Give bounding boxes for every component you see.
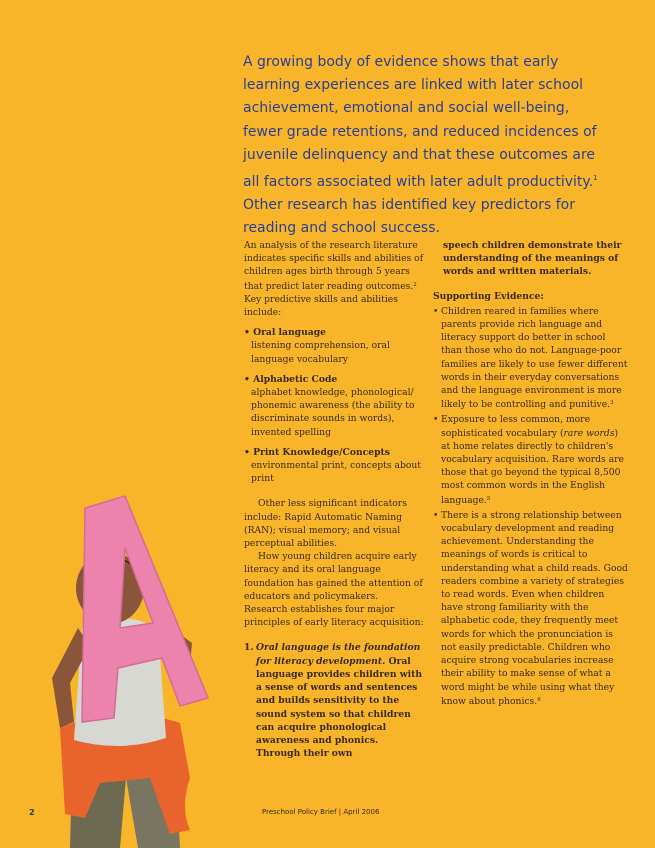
left-para-2: Other less significant indicators include: Rapid Automatic Naming (RAN); visual memory; and visual perceptual abilities. <box>244 498 407 550</box>
rare-words-term: rare words <box>563 427 615 439</box>
evidence-item: • Exposure to less common, more sophisticated vocabulary (rare words) at home relates directly to children's vocabulary acquisition. Rare words are those that go beyond the typical 8,500 most common words in the English language.$^5$ <box>433 413 628 506</box>
footer-publication: Preschool Policy Brief | April 2006 <box>262 808 380 816</box>
predictor-desc: listening comprehension, oral language vocabulary <box>251 340 390 365</box>
intro-paragraph <box>243 51 613 241</box>
child-with-letter-a-photo <box>30 478 230 848</box>
predictor-title: • Alphabetic Code <box>244 373 338 385</box>
principle-1-continued: speech children demonstrate their understanding of the meanings of words and written materials. <box>443 240 622 278</box>
footnote-ref: 2 <box>413 281 417 288</box>
principle-number: 1. <box>244 642 254 654</box>
intro-text-a: A growing body of evidence shows that early learning experiences are linked with later school achievement, emotional and social well-being, fewer grade retentions, and reduced incidences of juvenile delinquency and that these outcomes are all factors associated with later adult productivity. <box>243 54 597 191</box>
evidence-item: • Children reared in families where parents provide rich language and literacy support do better in school than those who do not. Language-poor families are likely to use fewer different words in their everyday conversations and the language environment is more likely to be controlling and punitive.$^3$ <box>433 305 628 412</box>
intro-text-b: Other research has identified key predictors for reading and school success. <box>243 197 576 237</box>
predictor-oral-language <box>244 326 424 366</box>
predictor-desc: alphabet knowledge, phonological/ phonemic awareness (the ability to discriminate sounds in words), invented spelling <box>251 387 415 438</box>
left-para-1: An analysis of the research literature indicates specific skills and abilities of children ages birth through 5 years that predict later reading outcomes.$^2$ Key predictive skills and abilities include: <box>244 240 424 319</box>
predictor-desc: environmental print, concepts about print <box>251 460 421 485</box>
principle-italic: Oral language is the foundation for literacy development. <box>256 642 421 667</box>
footnote-ref: 3 <box>610 400 614 407</box>
predictor-print-knowledge <box>244 446 424 486</box>
page-number: 2 <box>29 808 35 817</box>
left-column <box>244 239 424 760</box>
principle-1 <box>244 641 424 760</box>
evidence-item: • There is a strong relationship between vocabulary development and reading achievement. Understanding the meanings of words is critical to understanding what a child reads. Good readers combine a variety of strategies to read words. Even when children have strong familiarity with the alphabetic code, they frequently meet words for which the pronunciation is not easily predictable. Children who acquire strong vocabularies increase their ability to make sense of what a word might be while using what they know about phonics.$^6$ <box>433 509 628 708</box>
predictor-alphabetic-code <box>244 373 424 439</box>
evidence-list <box>433 305 628 708</box>
intro-footnote: 1 <box>593 174 598 183</box>
footnote-ref: 6 <box>537 696 541 703</box>
left-para-3: How young children acquire early literacy and its oral language foundation has gained the attention of educators and policymakers. Research establishes four major principles of early literacy acquisition: <box>244 551 424 629</box>
right-column <box>433 239 628 708</box>
predictor-title: • Oral language <box>244 327 327 339</box>
predictor-title: • Print Knowledge/Concepts <box>244 446 390 458</box>
footnote-ref: 5 <box>486 495 491 502</box>
principle-text: Oral language provides children with a sense of words and sentences and builds sensitivity to the sound system so that children can acquire phonological awareness and phonics. Through their own <box>256 655 423 760</box>
supporting-evidence-heading: Supporting Evidence: <box>433 290 544 302</box>
